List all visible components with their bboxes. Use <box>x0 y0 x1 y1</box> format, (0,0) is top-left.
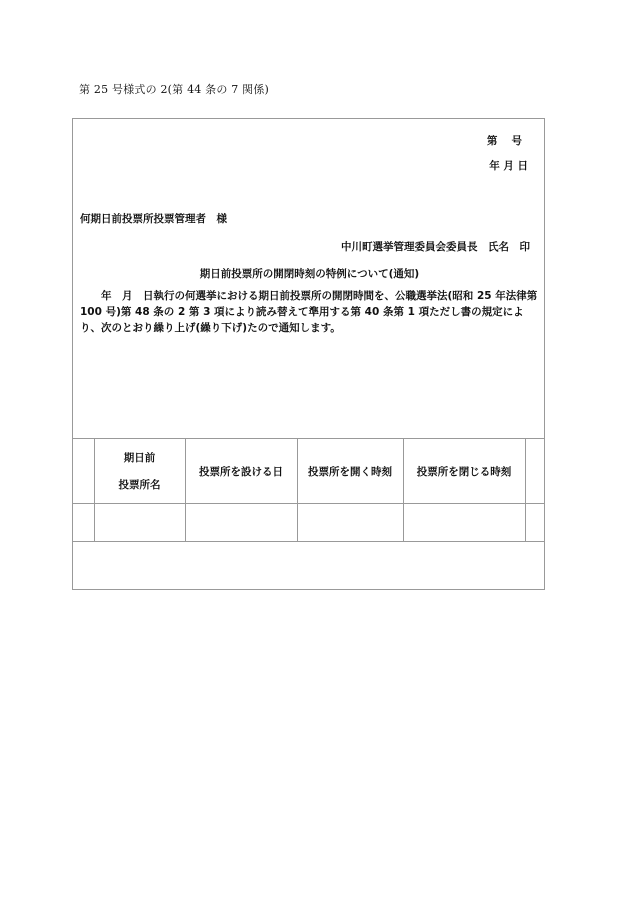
document-number: 第 号 <box>486 135 522 147</box>
table-margin-cell <box>525 504 544 542</box>
header-station-name-line1: 期日前 <box>123 452 156 464</box>
sender: 中川町選挙管理委員会委員長 氏名 印 <box>341 241 530 253</box>
table-row <box>73 504 544 542</box>
cell-station-name <box>94 504 185 542</box>
header-station-name <box>94 439 185 504</box>
document-title: 期日前投票所の開閉時刻の特例について(通知) <box>199 268 420 280</box>
document-date: 年 月 日 <box>489 160 528 172</box>
cell-setup-date <box>185 504 297 542</box>
table-header-row <box>73 439 544 504</box>
cell-open-time <box>297 504 403 542</box>
notice-form <box>72 118 545 590</box>
table-margin-cell <box>73 439 94 504</box>
addressee: 何期日前投票所投票管理者 様 <box>80 213 227 225</box>
polling-station-table <box>73 438 544 542</box>
table-margin-cell <box>73 504 94 542</box>
table-margin-cell <box>525 439 544 504</box>
cell-close-time <box>403 504 525 542</box>
header-setup-date: 投票所を設ける日 <box>185 439 297 504</box>
header-station-name-line2: 投票所名 <box>118 479 161 491</box>
document-body: 年 月 日執行の何選挙における期日前投票所の開閉時間を、公職選挙法(昭和 25 年法律第 100 号)第 48 条の 2 第 3 項により読み替えて準用する第 40 条第 1 項ただし書の規定により、次のとおり繰り上げ(繰り下げ)たので通知します。 <box>80 290 538 334</box>
header-close-time: 投票所を閉じる時刻 <box>403 439 525 504</box>
header-open-time: 投票所を開く時刻 <box>297 439 403 504</box>
form-number-label: 第 25 号様式の 2(第 44 条の 7 関係) <box>79 83 270 96</box>
